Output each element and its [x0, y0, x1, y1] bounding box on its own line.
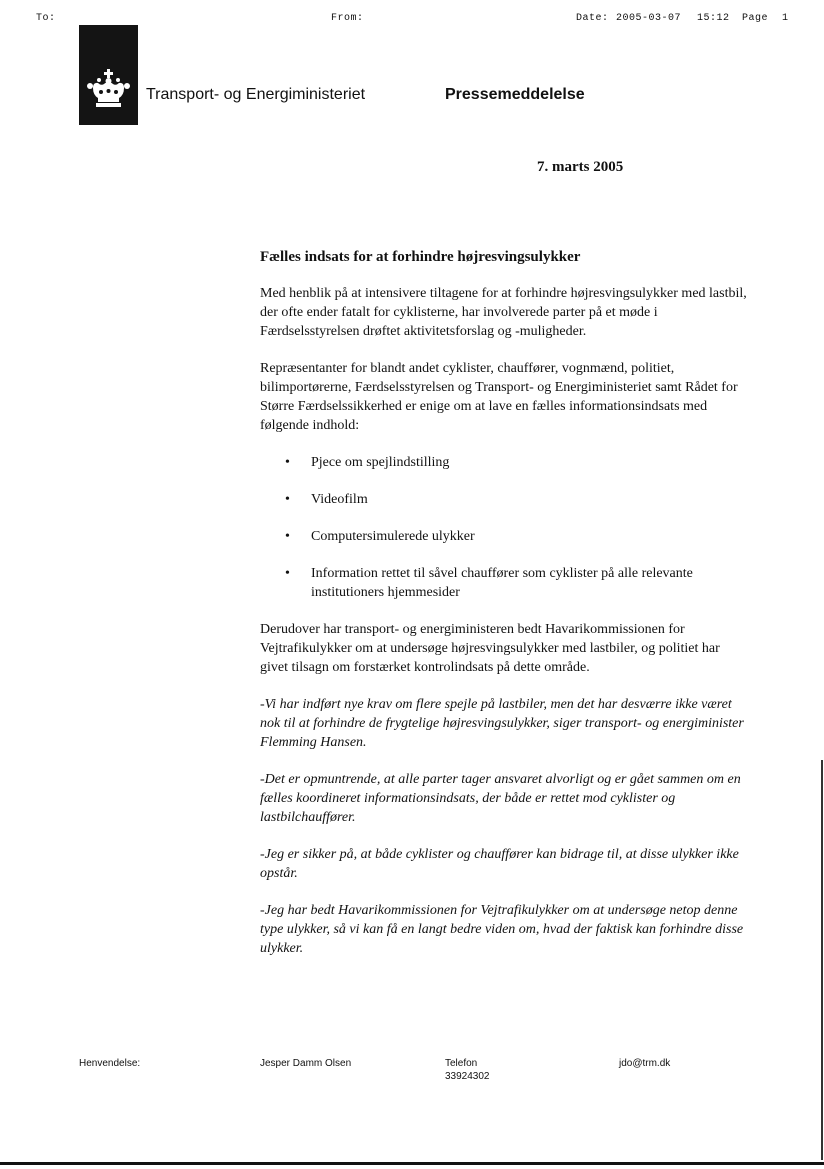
- document-date: 7. marts 2005: [537, 159, 624, 175]
- bullet-icon: •: [285, 455, 290, 470]
- list-item-text: Pjece om spejlindstilling: [311, 455, 450, 470]
- document-type: Pressemeddelelse: [445, 86, 585, 103]
- footer-phone-label: Telefon: [445, 1058, 478, 1069]
- list-item-text: Computersimulerede ulykker: [311, 529, 475, 544]
- ministry-name: Transport- og Energiministeriet: [146, 86, 366, 103]
- bullet-icon: •: [285, 566, 290, 581]
- quote-paragraph: -Jeg er sikker på, at både cyklister og chauffører kan bidrage til, at disse ulykker ikke opstår.: [260, 847, 739, 881]
- footer-email: jdo@trm.dk: [619, 1058, 671, 1069]
- list-item: [260, 564, 748, 602]
- fax-date-value: 2005-03-07: [616, 13, 682, 24]
- list-item: [260, 527, 748, 546]
- press-release-body: [260, 248, 748, 976]
- footer-contact-name: Jesper Damm Olsen: [260, 1058, 352, 1069]
- fax-page-number: 1: [782, 13, 789, 24]
- fax-to-label: To:: [36, 13, 56, 24]
- bullet-list: [260, 453, 748, 602]
- quote-paragraph: -Jeg har bedt Havarikommissionen for Vejtrafikulykker om at undersøge netop denne type ulykker, så vi kan få en langt bedre viden om, hvad der faktisk kan forhindre disse ulykker.: [260, 903, 744, 956]
- scan-edge-line: [821, 760, 823, 1160]
- paragraph: Derudover har transport- og energiministeren bedt Havarikommissionen for Vejtrafikulykker om at undersøge højresvingsulykker med lastbiler, og politiet har givet tilsagn om forstærket kontrolindsats på dette område.: [260, 622, 720, 675]
- list-item: [260, 453, 748, 472]
- footer-inquiries-label: Henvendelse:: [79, 1058, 141, 1069]
- fax-date-label: Date:: [576, 13, 609, 24]
- quote-paragraph: -Vi har indført nye krav om flere spejle på lastbiler, men det har desværre ikke været nok til at forhindre de frygtelige højresvingsulykker, siger transport- og energiminister Flemming Hansen.: [260, 697, 744, 750]
- fax-from-label: From:: [331, 13, 364, 24]
- bullet-icon: •: [285, 529, 290, 544]
- fax-page-label: Page: [742, 13, 769, 24]
- list-item-text: Videofilm: [311, 492, 368, 507]
- scan-bottom-line: [0, 1162, 824, 1165]
- fax-time-value: 15:12: [697, 13, 730, 24]
- headline: Fælles indsats for at forhindre højresvingsulykker: [260, 249, 581, 265]
- paragraph: Repræsentanter for blandt andet cyklister, chauffører, vognmænd, politiet, bilimportørerne, Færdselsstyrelsen og Transport- og Energiministeriet samt Rådet for Større Færdselssikkerhed er enige om at lave en fælles informationsindsats med følgende indhold:: [260, 361, 738, 433]
- quote-paragraph: -Det er opmuntrende, at alle parter tager ansvaret alvorligt og er gået sammen om en fælles koordineret informationsindsats, der både er rettet mod cyklister og lastbilchauffører.: [260, 772, 741, 825]
- crown-logo-icon: [79, 25, 138, 125]
- list-item-text: Information rettet til såvel chauffører som cyklister på alle relevante institutioners hjemmesider: [311, 566, 693, 600]
- bullet-icon: •: [285, 492, 290, 507]
- paragraph: Med henblik på at intensivere tiltagene for at forhindre højresvingsulykker med lastbil, der ofte ender fatalt for cyklisterne, har involverede parter på et møde i Færdselsstyrelsen drøftet aktivitetsforslag og -muligheder.: [260, 286, 747, 339]
- list-item: [260, 490, 748, 509]
- footer-phone-number: 33924302: [445, 1071, 490, 1082]
